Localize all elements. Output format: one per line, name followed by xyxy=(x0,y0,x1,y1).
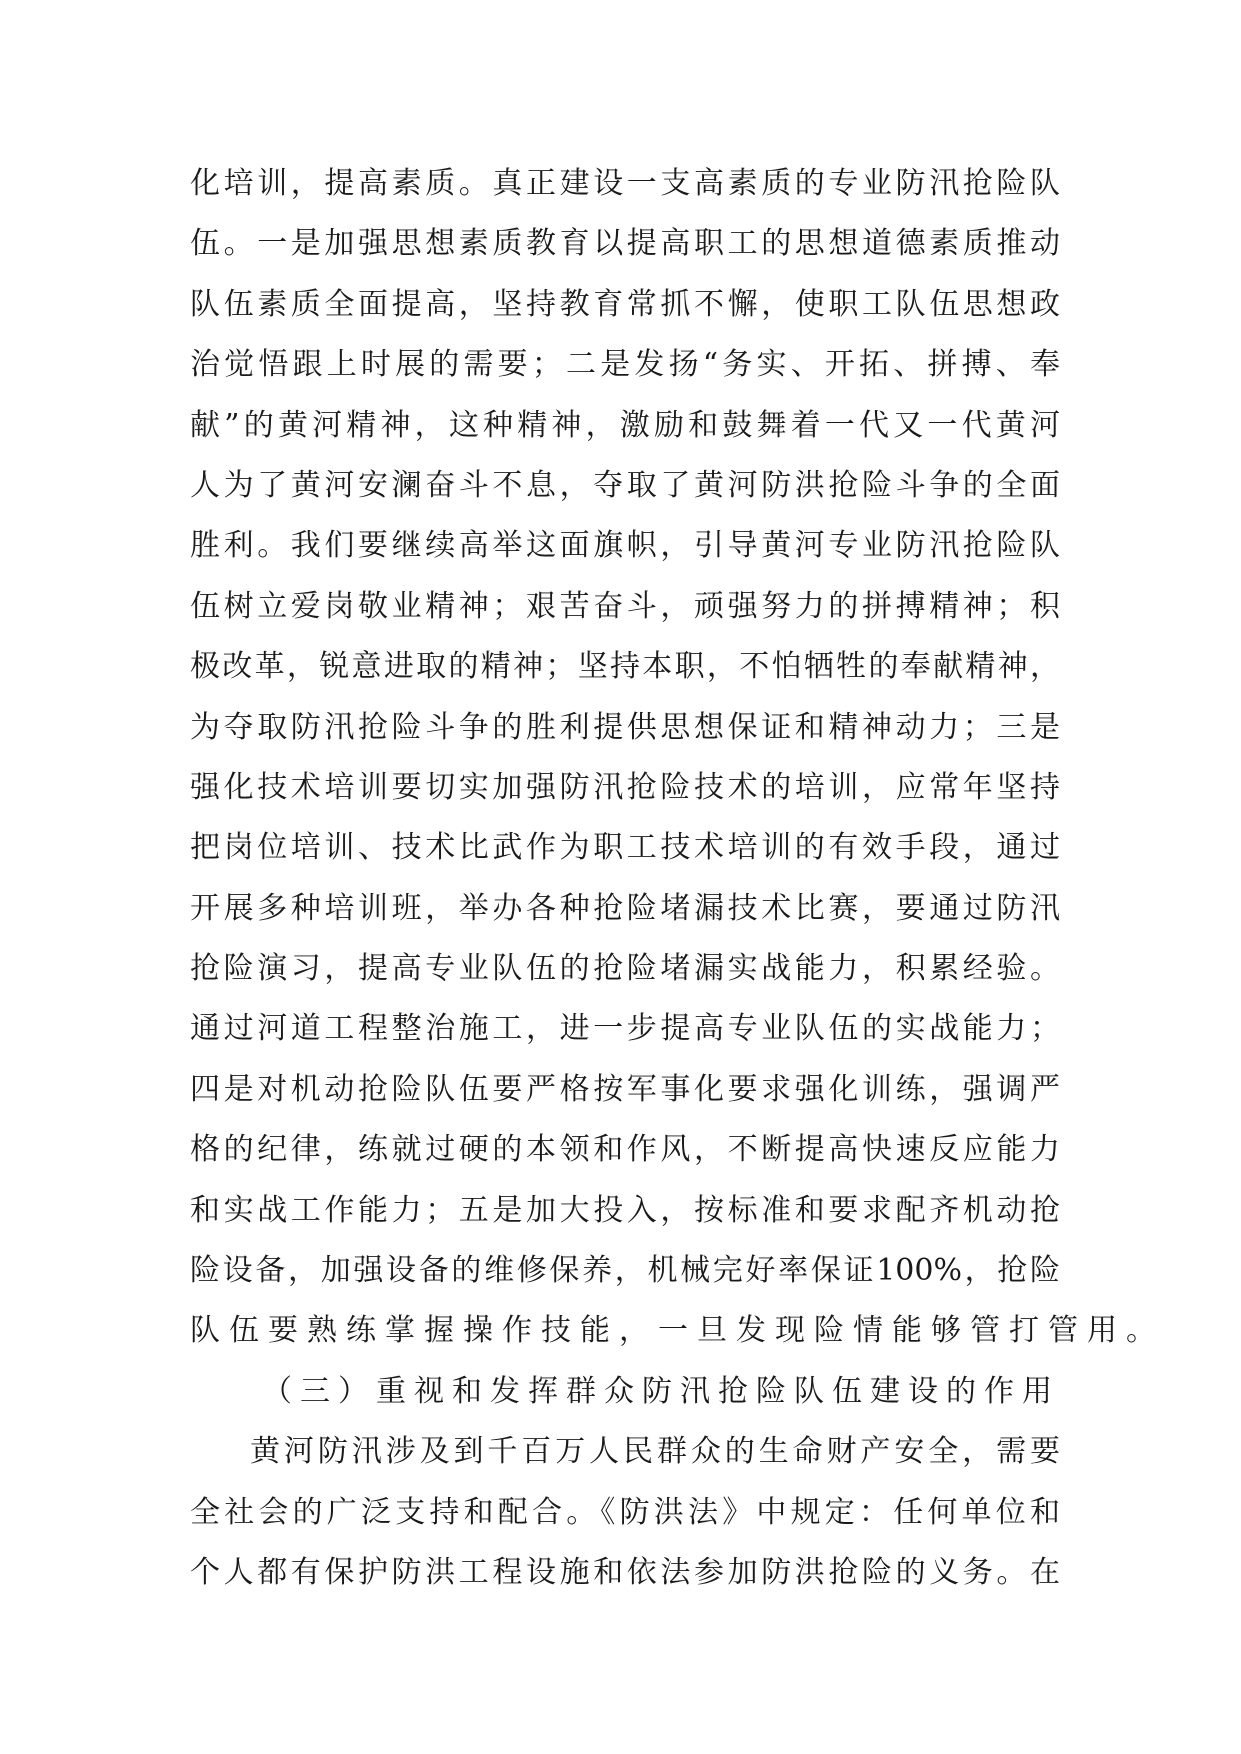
text-line: 队伍要熟练掌握操作技能，一旦发现险情能够管打管用。 xyxy=(190,1313,1165,1349)
text-line: 黄河防汛涉及到千百万人民群众的生命财产安全，需要 xyxy=(250,1434,1060,1470)
body-text xyxy=(190,154,1165,1603)
text-line: 治觉悟跟上时展的需要；二是发扬“务实、开拓、拼搏、奉 xyxy=(190,347,1060,383)
text-line: 格的纪律，练就过硬的本领和作风，不断提高快速反应能力 xyxy=(190,1132,1060,1168)
text-line: 化培训，提高素质。真正建设一支高素质的专业防汛抢险队 xyxy=(190,166,1060,201)
text-line: 队伍素质全面提高，坚持教育常抓不懈，使职工队伍思想政 xyxy=(190,286,1060,322)
text-line: 全社会的广泛支持和配合。《防洪法》中规定：任何单位和 xyxy=(190,1494,1060,1530)
text-line: 伍。一是加强思想素质教育以提高职工的思想道德素质推动 xyxy=(190,226,1060,262)
text-line: 把岗位培训、技术比武作为职工技术培训的有效手段，通过 xyxy=(190,830,1060,866)
text-line: 和实战工作能力；五是加大投入，按标准和要求配齐机动抢 xyxy=(190,1192,1060,1228)
text-line: 伍树立爱岗敬业精神；艰苦奋斗，顽强努力的拼搏精神；积 xyxy=(190,588,1060,624)
text-line: 献”的黄河精神，这种精神，激励和鼓舞着一代又一代黄河 xyxy=(190,407,1060,443)
text-line: 为夺取防汛抢险斗争的胜利提供思想保证和精神动力；三是 xyxy=(190,709,1060,745)
text-line: 强化技术培训要切实加强防汛抢险技术的培训，应常年坚持 xyxy=(190,769,1060,805)
text-line: 通过河道工程整治施工，进一步提高专业队伍的实战能力； xyxy=(190,1011,1060,1047)
text-line: 抢险演习，提高专业队伍的抢险堵漏实战能力，积累经验。 xyxy=(190,951,1060,987)
text-line: 极改革，锐意进取的精神；坚持本职，不怕牺牲的奉献精神， xyxy=(190,649,1060,685)
text-line: 四是对机动抢险队伍要严格按军事化要求强化训练，强调严 xyxy=(190,1071,1060,1107)
text-line: 人为了黄河安澜奋斗不息，夺取了黄河防洪抢险斗争的全面 xyxy=(190,467,1060,503)
text-line: 险设备，加强设备的维修保养，机械完好率保证100%，抢险 xyxy=(190,1253,1060,1289)
text-line: 个人都有保护防洪工程设施和依法参加防洪抢险的义务。在 xyxy=(190,1554,1060,1590)
text-line: 开展多种培训班，举办各种抢险堵漏技术比赛，要通过防汛 xyxy=(190,890,1060,926)
text-line: 胜利。我们要继续高举这面旗帜，引导黄河专业防汛抢险队 xyxy=(190,528,1060,564)
section-heading: （三）重视和发挥群众防汛抢险队伍建设的作用 xyxy=(262,1373,1060,1409)
